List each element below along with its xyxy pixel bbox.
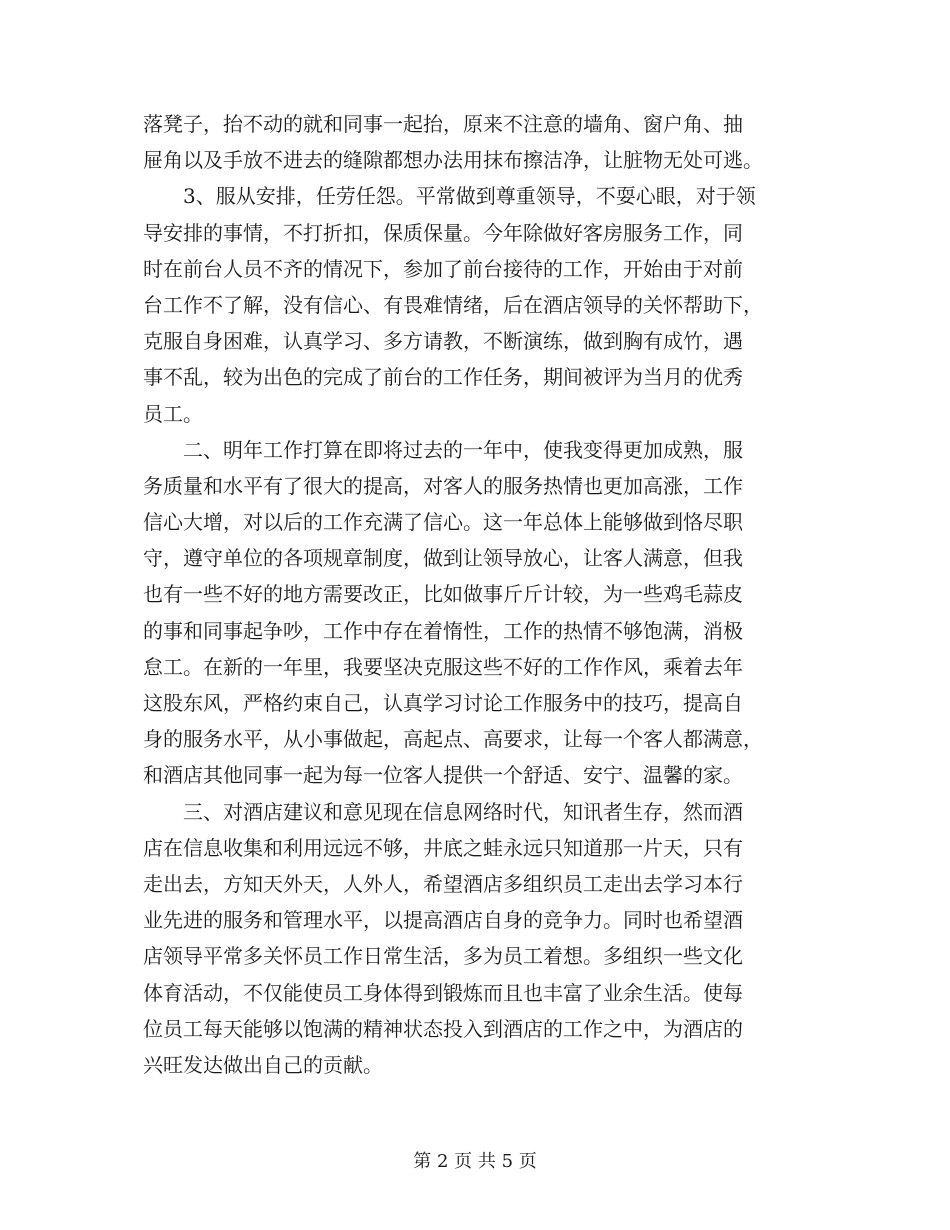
text-line: 业先进的服务和管理水平，以提高酒店自身的竞争力。同时也希望酒 — [143, 908, 743, 933]
text-line: 兴旺发达做出自己的贡献。 — [143, 1052, 383, 1077]
text-line: 怠工。在新的一年里，我要坚决克服这些不好的工作作风，乘着去年 — [143, 654, 743, 679]
text-line: 店在信息收集和利用远远不够，井底之蛙永远只知道那一片天，只有 — [143, 835, 743, 860]
document-body — [143, 106, 823, 1083]
text-line: 守，遵守单位的各项规章制度，做到让领导放心，让客人满意，但我 — [143, 546, 743, 571]
text-line: 台工作不了解，没有信心、有畏难情绪，后在酒店领导的关怀帮助下， — [143, 292, 763, 317]
text-line: 体育活动，不仅能使员工身体得到锻炼而且也丰富了业余生活。使每 — [143, 980, 743, 1005]
text-line: 身的服务水平，从小事做起，高起点、高要求，让每一个客人都满意， — [143, 727, 763, 752]
text-line: 这股东风，严格约束自己，认真学习讨论工作服务中的技巧，提高自 — [143, 691, 743, 715]
text-line: 位员工每天能够以饱满的精神状态投入到酒店的工作之中，为酒店的 — [143, 1016, 743, 1041]
text-line: 克服自身困难，认真学习、多方请教，不断演练，做到胸有成竹，遇 — [143, 329, 743, 354]
text-line: 落凳子，抬不动的就和同事一起抬，原来不注意的墙角、窗户角、抽 — [143, 112, 743, 136]
text-line: 导安排的事情，不打折扣，保质保量。今年除做好客房服务工作，同 — [143, 220, 743, 245]
text-line: 也有一些不好的地方需要改正，比如做事斤斤计较，为一些鸡毛蒜皮 — [143, 582, 743, 607]
text-line: 3、服从安排，任劳任怨。平常做到尊重领导，不耍心眼，对于领 — [143, 184, 756, 209]
text-line: 的事和同事起争吵，工作中存在着惰性，工作的热情不够饱满，消极 — [143, 618, 743, 643]
text-line: 走出去，方知天外天，人外人，希望酒店多组织员工走出去学习本行 — [143, 871, 743, 896]
text-line: 务质量和水平有了很大的提高，对客人的服务热情也更加高涨，工作 — [143, 473, 743, 498]
text-line: 店领导平常多关怀员工作日常生活，多为员工着想。多组织一些文化 — [143, 944, 743, 969]
text-line: 二、明年工作打算在即将过去的一年中，使我变得更加成熟，服 — [143, 437, 743, 462]
text-line: 屉角以及手放不进去的缝隙都想办法用抹布擦洁净，让脏物无处可逃。 — [143, 148, 763, 173]
text-line: 信心大增，对以后的工作充满了信心。这一年总体上能够做到恪尽职 — [143, 510, 743, 535]
text-line: 和酒店其他同事一起为每一位客人提供一个舒适、安宁、温馨的家。 — [143, 763, 743, 788]
page-number-footer: 第 2 页 共 5 页 — [413, 1151, 537, 1172]
text-line: 时在前台人员不齐的情况下，参加了前台接待的工作，开始由于对前 — [143, 256, 743, 281]
text-line: 员工。 — [143, 401, 203, 426]
text-line: 三、对酒店建议和意见现在信息网络时代，知讯者生存，然而酒 — [143, 799, 743, 824]
text-line: 事不乱，较为出色的完成了前台的工作任务，期间被评为当月的优秀 — [143, 365, 743, 390]
